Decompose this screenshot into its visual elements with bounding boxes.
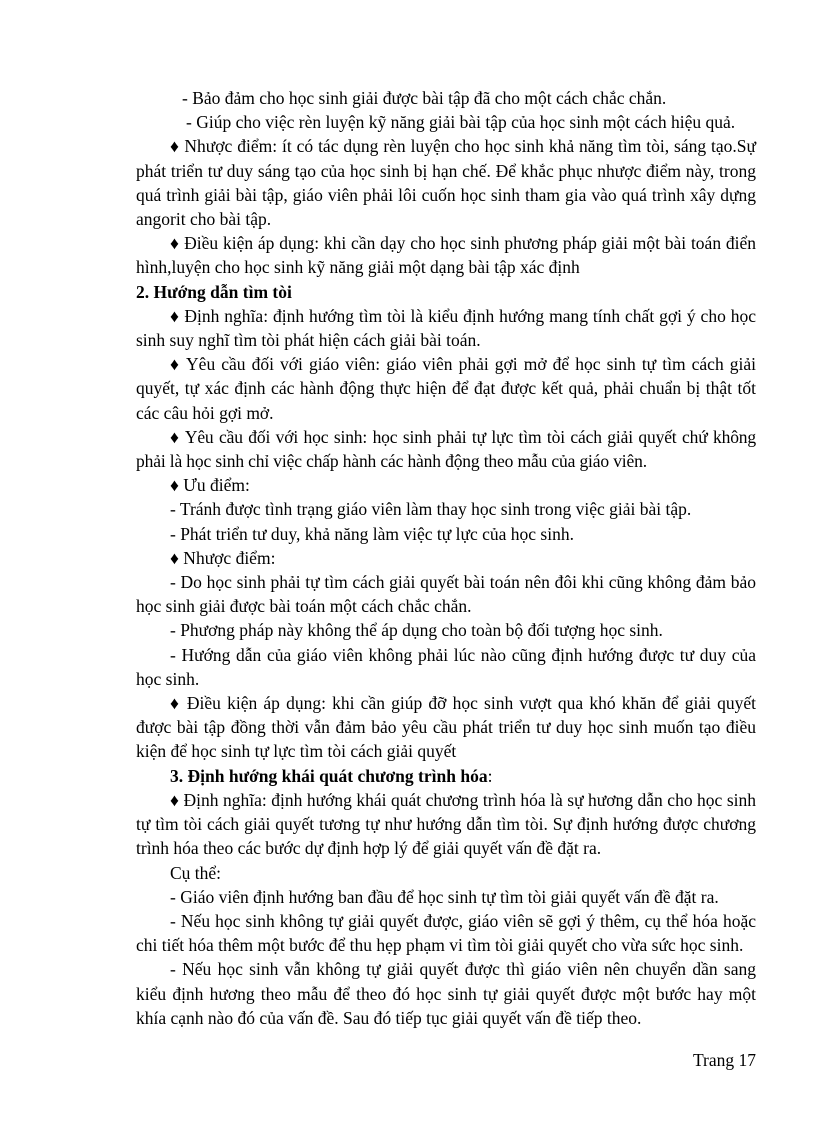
paragraph: - Giúp cho việc rèn luyện kỹ năng giải bài tập của học sinh một cách hiệu quả. [186,112,736,133]
section-heading [136,764,756,788]
paragraph: ♦ Yêu cầu đối với giáo viên: giáo viên phải gợi mở để học sinh tự tìm cách giải quyết, tự xác định các hành động thực hiện để đạt được kết quả, phải chuẩn bị thật tốt các câu hỏi gợi mở. [136,354,756,423]
document-body [136,86,756,1030]
list-item: - Tránh được tình trạng giáo viên làm thay học sinh trong việc giải bài tập. [170,499,692,520]
paragraph: - Bảo đảm cho học sinh giải được bài tập đã cho một cách chắc chắn. [182,88,667,108]
list-item: ♦ Ưu điểm: [170,475,250,496]
paragraph: ♦ Định nghĩa: định hướng khái quát chương trình hóa là sự hương dẫn cho học sinh tự tìm tòi cách giải quyết tương tự như hướng dẫn tìm tòi. Sự định hướng được chương trình hóa theo các bước dự định hợp lý để giải quyết vấn đề đặt ra. [136,789,756,859]
paragraph: ♦ Yêu cầu đối với học sinh: học sinh phải tự lực tìm tòi cách giải quyết chứ không phải là học sinh chỉ việc chấp hành các hành động theo mẫu của giáo viên. [136,426,756,472]
paragraph: ♦ Định nghĩa: định hướng tìm tòi là kiểu định hướng mang tính chất gợi ý cho học sinh suy nghĩ tìm tòi phát hiện cách giải bài toán. [136,305,756,351]
paragraph: - Nếu học sinh vẫn không tự giải quyết được thì giáo viên nên chuyển dần sang kiểu định hương theo mẫu để theo đó học sinh tự giải quyết được một bước hay một khía cạnh nào đó của vấn đề. Sau đó tiếp tục giải quyết vấn đề tiếp theo. [136,959,756,1028]
paragraph: - Hướng dẫn của giáo viên không phải lúc nào cũng định hướng được tư duy của học sinh. [136,644,756,689]
section-heading-colon: : [487,765,493,786]
paragraph: ♦ Điều kiện áp dụng: khi cần giúp đỡ học sinh vượt qua khó khăn để giải quyết được bài tập đồng thời vẫn đảm bảo yêu cầu phát triển tư duy học sinh muốn tạo điều kiện để học sinh tự lực tìm tòi cách giải quyết [136,693,756,762]
paragraph: ♦ Nhược điểm: ít có tác dụng rèn luyện cho học sinh khả năng tìm tòi, sáng tạo.Sự phát triển tư duy sáng tạo của học sinh bị hạn chế. Để khắc phục nhược điểm này, trong quá trình giải bài tập, giáo viên phải lôi cuốn học sinh tham gia vào quá trình xây dựng angorit cho bài tập. [136,136,756,230]
section-heading-text: 3. Định hướng khái quát chương trình hóa [170,765,488,786]
paragraph: - Nếu học sinh không tự giải quyết được, giáo viên sẽ gợi ý thêm, cụ thể hóa hoặc chi tiết hóa thêm một bước để thu hẹp phạm vi tìm tòi giải quyết cho vừa sức học sinh. [136,910,756,956]
section-heading: 2. Hướng dẫn tìm tòi [136,281,292,302]
list-item: ♦ Nhược điểm: [170,547,276,568]
list-item: - Giáo viên định hướng ban đầu để học sinh tự tìm tòi giải quyết vấn đề đặt ra. [170,886,719,907]
page-number: Trang 17 [692,1050,756,1070]
list-item: - Phương pháp này không thể áp dụng cho toàn bộ đối tượng học sinh. [170,620,663,641]
paragraph: Cụ thể: [170,862,222,883]
list-item: - Phát triển tư duy, khả năng làm việc tự lực của học sinh. [170,523,574,544]
paragraph: - Do học sinh phải tự tìm cách giải quyết bài toán nên đôi khi cũng không đảm bảo học sinh giải được bài toán một cách chắc chắn. [136,572,756,617]
paragraph: ♦ Điều kiện áp dụng: khi cần dạy cho học sinh phương pháp giải một bài toán điển hình,luyện cho học sinh kỹ năng giải một dạng bài tập xác định [136,233,756,278]
